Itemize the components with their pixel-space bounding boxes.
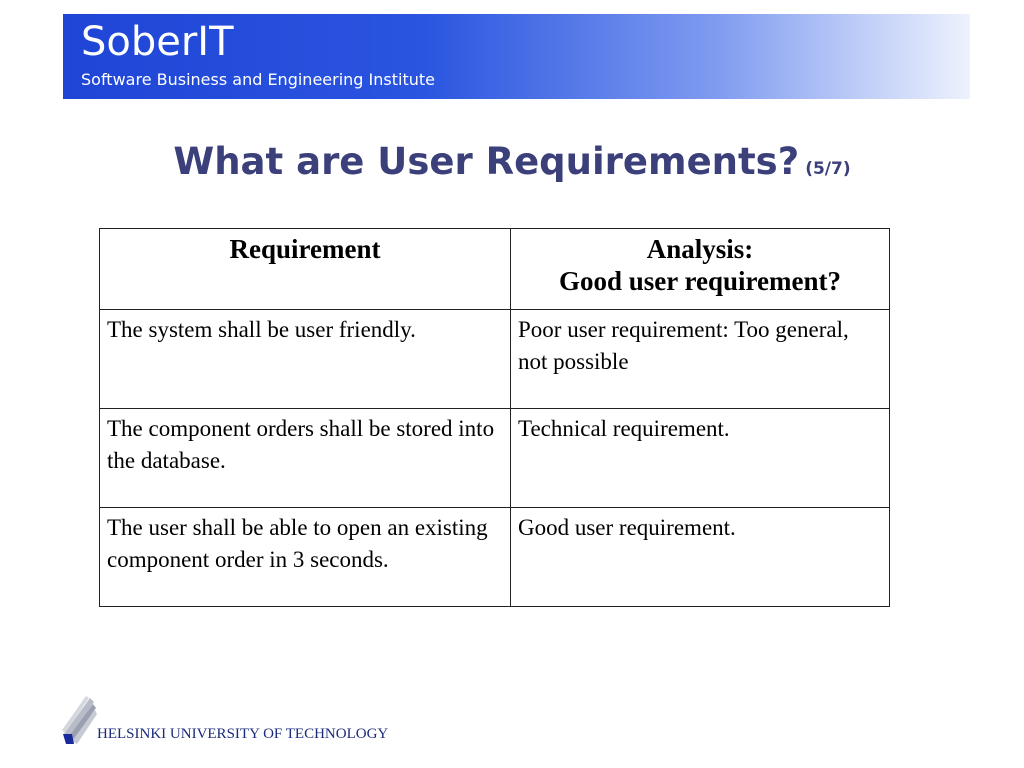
header-analysis-line2: Good user requirement? [559, 266, 841, 296]
requirements-table [99, 228, 890, 607]
header-analysis-line1: Analysis: [646, 234, 754, 264]
page-indicator: (5/7) [805, 159, 851, 179]
row-requirement-cell: The component orders shall be stored into the database. [100, 409, 511, 508]
footer [60, 694, 460, 746]
table-row [100, 508, 890, 607]
slide-title: What are User Requirements? [173, 140, 800, 183]
table-row [100, 409, 890, 508]
table-row [100, 310, 890, 409]
row-analysis-cell: Poor user requirement: Too general, not possible [511, 310, 890, 409]
table-header-row [100, 229, 890, 310]
slide-title-block [0, 140, 1024, 183]
row-requirement-cell: The system shall be user friendly. [100, 310, 511, 409]
brand-subtitle: Software Business and Engineering Institute [81, 70, 435, 89]
row-requirement-cell: The user shall be able to open an existing component order in 3 seconds. [100, 508, 511, 607]
row-analysis-cell: Technical requirement. [511, 409, 890, 508]
header-requirement: Requirement [100, 229, 511, 310]
university-name: HELSINKI UNIVERSITY OF TECHNOLOGY [97, 726, 389, 742]
header-banner [63, 14, 970, 99]
university-logo-icon [60, 694, 100, 746]
brand-name: SoberIT [81, 19, 234, 65]
row-analysis-cell: Good user requirement. [511, 508, 890, 607]
header-analysis [511, 229, 890, 310]
